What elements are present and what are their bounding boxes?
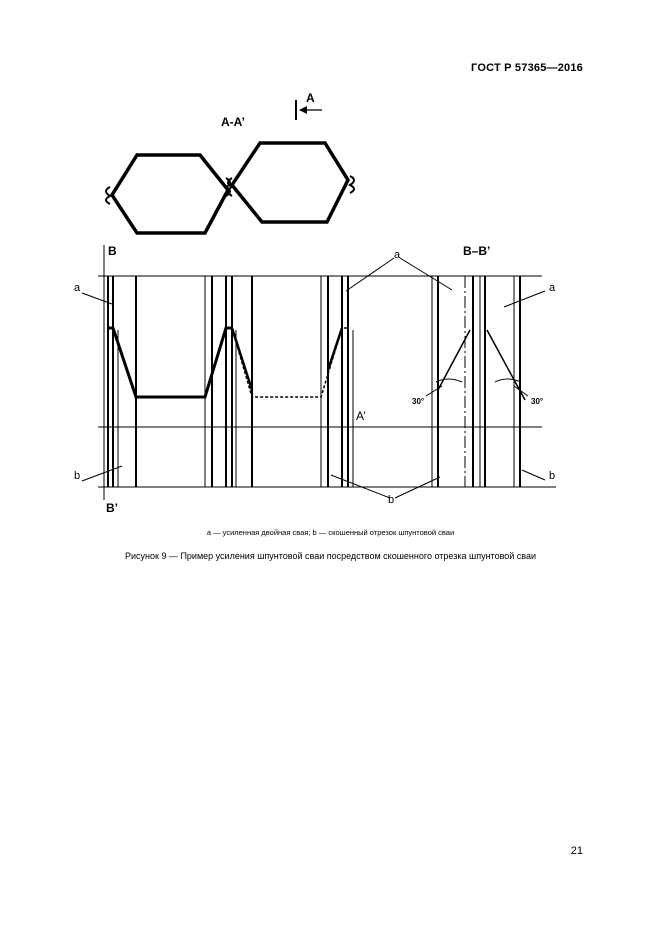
view-a-label: A <box>306 91 315 105</box>
angle-arc-left <box>436 379 462 382</box>
elevation-drawing <box>82 245 556 500</box>
right-lock <box>350 176 354 193</box>
label-a-left: a <box>74 282 81 294</box>
angle-label-left: 30° <box>412 397 425 406</box>
angle-label-right: 30° <box>531 397 544 406</box>
label-b-top: B <box>108 244 117 258</box>
label-a-prime: A’ <box>356 409 366 423</box>
label-bb: B–B’ <box>463 244 491 258</box>
label-b-left: b <box>74 470 81 482</box>
section-aa-label: A-A’ <box>221 115 245 129</box>
page-number: 21 <box>570 845 583 857</box>
label-a-right: a <box>549 282 556 294</box>
label-a-center: a <box>394 249 401 261</box>
label-b-center: b <box>388 494 395 506</box>
left-lock <box>106 187 110 204</box>
profile-left <box>108 328 232 397</box>
label-b-prime: B’ <box>106 501 118 515</box>
label-b-right: b <box>549 470 556 482</box>
right-hexagon <box>232 143 348 222</box>
standard-header: ГОСТ Р 57365—2016 <box>471 62 583 74</box>
view-arrow-head <box>299 106 307 114</box>
figure-caption: Рисунок 9 — Пример усиления шпунтовой сваи посредством скошенного отрезка шпунтовой сваи <box>125 551 536 561</box>
figure-legend: a — усиленная двойная свая; b — скошенный отрезок шпунтовой сваи <box>206 528 455 537</box>
left-hexagon <box>112 155 228 233</box>
angle-arc-right <box>495 379 521 382</box>
profile-middle-solid <box>328 328 342 370</box>
